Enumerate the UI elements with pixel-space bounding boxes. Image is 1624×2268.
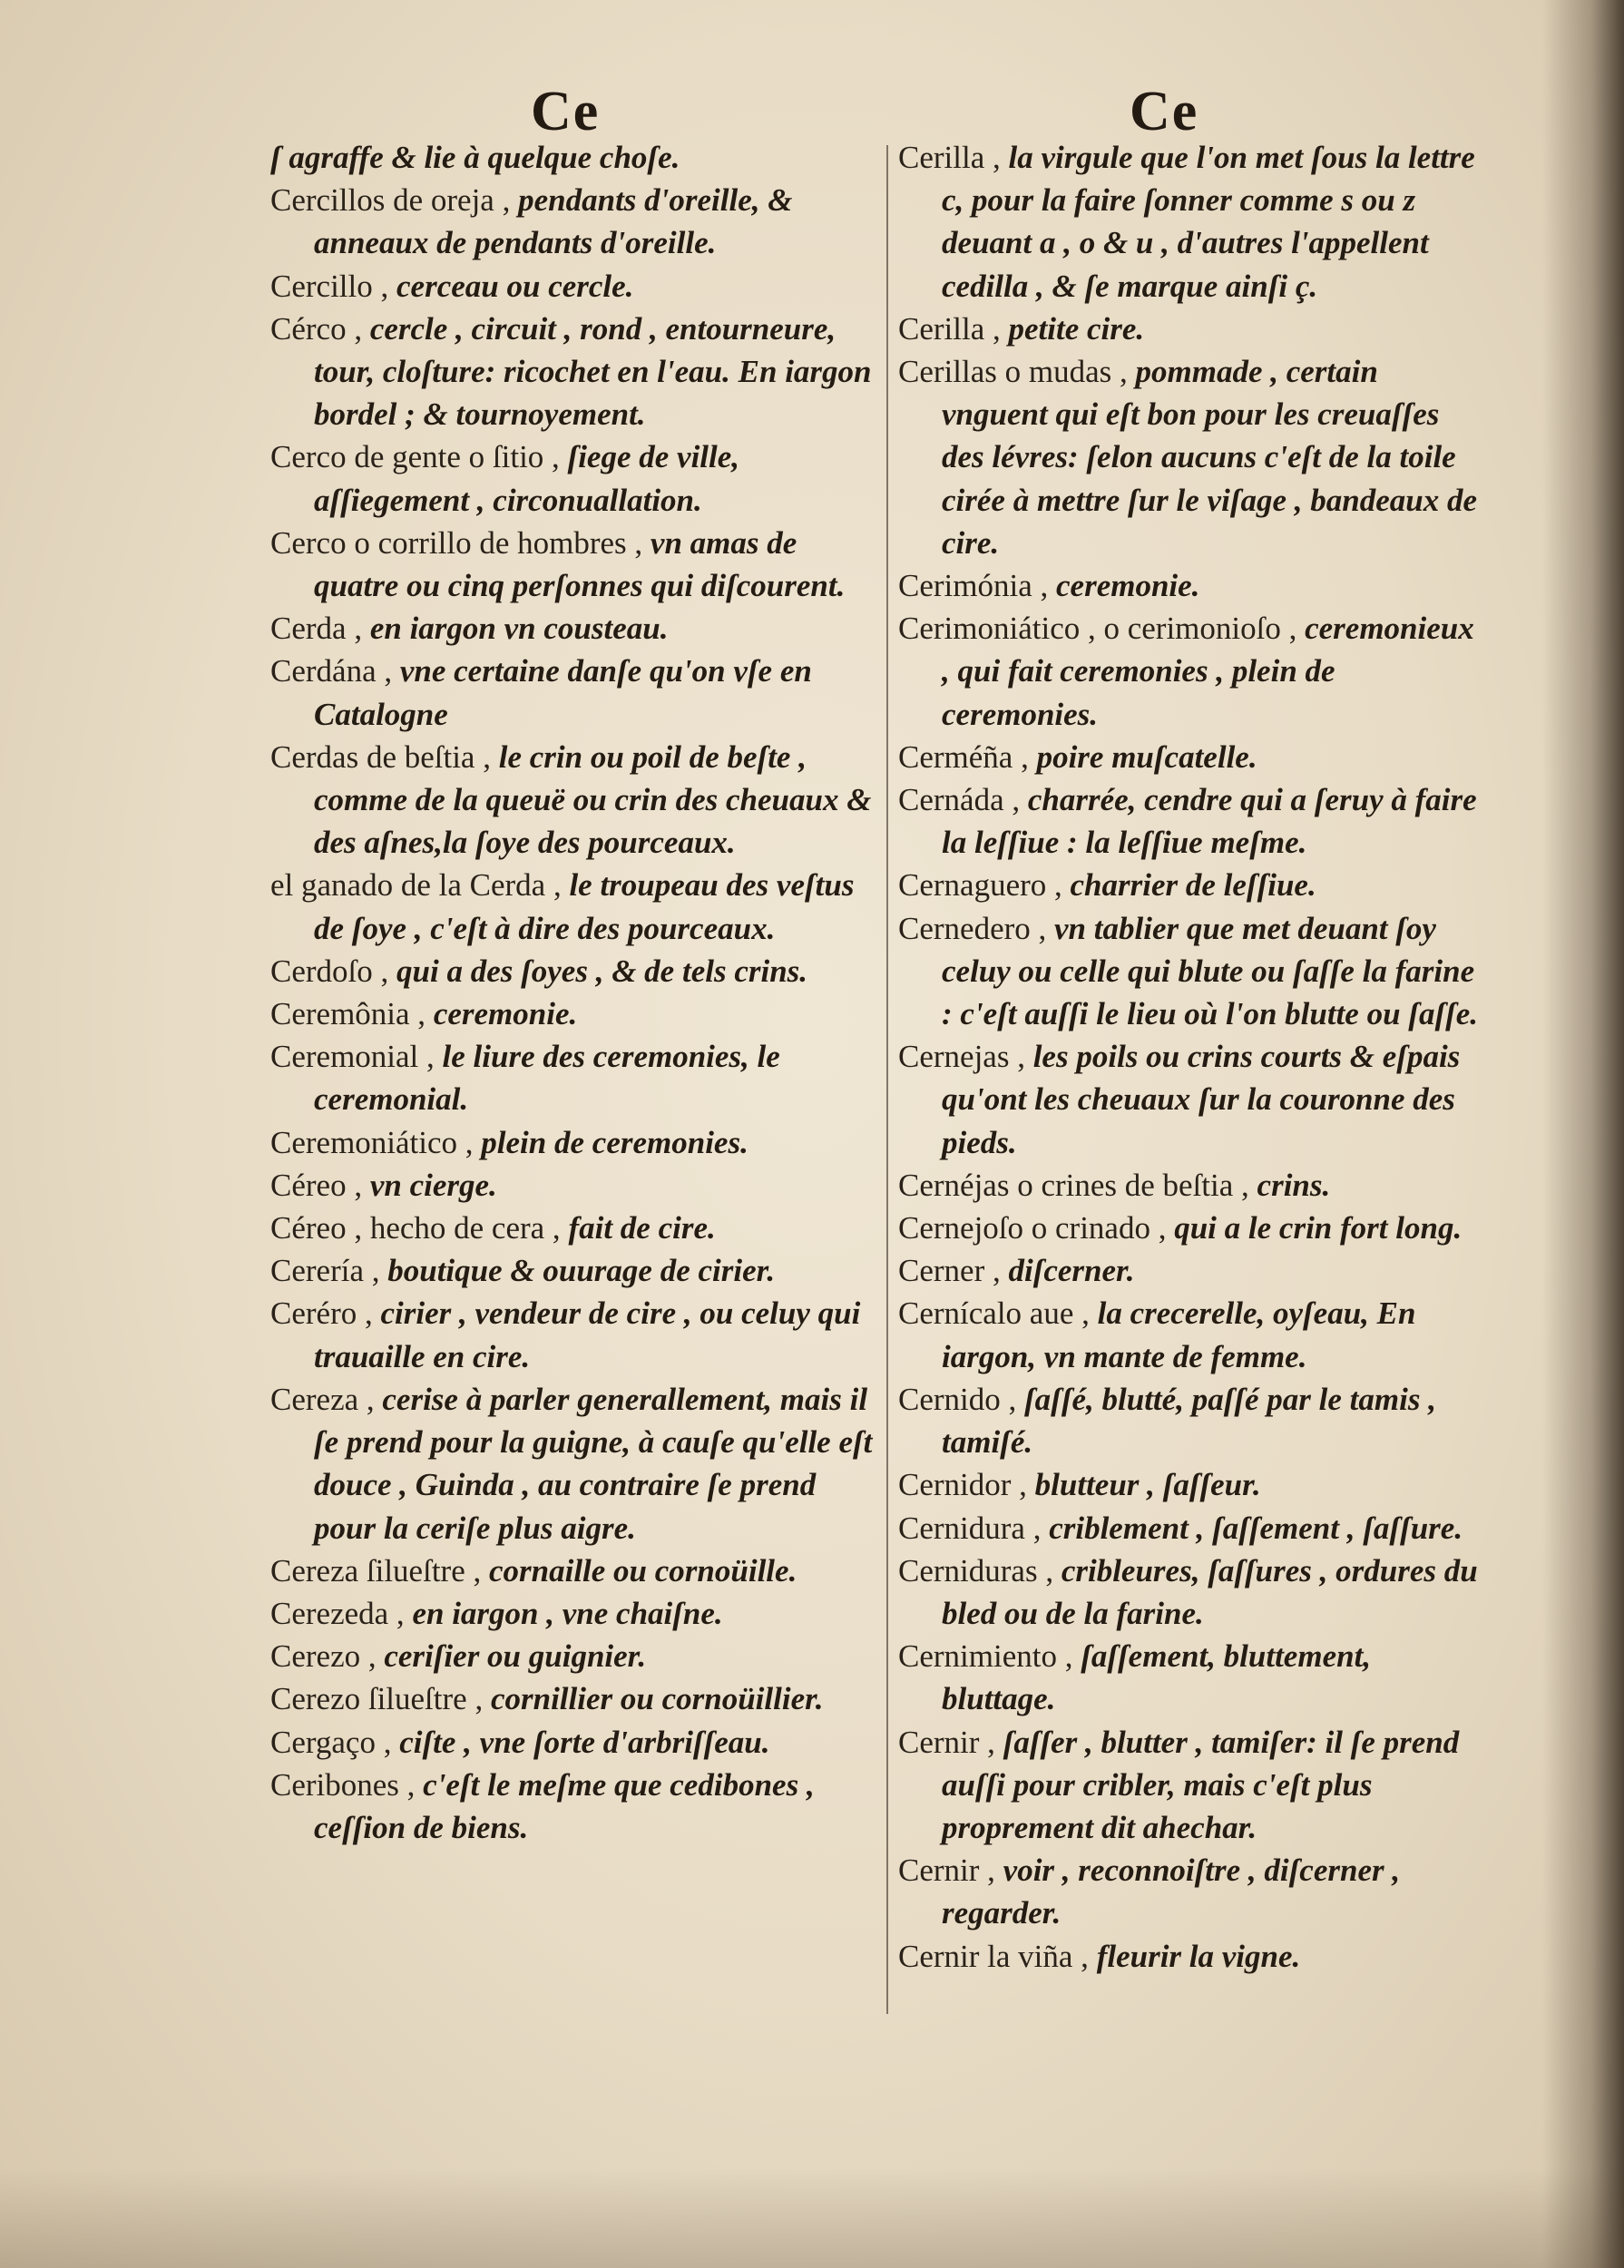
entry-gloss: cornaille ou cornoüille. xyxy=(488,1552,797,1589)
entry-gloss: ceremonie. xyxy=(1056,568,1200,604)
entry-gloss: ſaſſé, blutté, paſſé par le tamis , tamiſé. xyxy=(942,1381,1436,1461)
entry-gloss: le crin ou poil de beſte , comme de la queuë ou crin des cheuaux & des aſnes,la ſoye des pourceaux. xyxy=(314,738,872,861)
entry-headword: Cercillo , xyxy=(270,268,396,304)
entry-headword: Cerdána , xyxy=(270,653,400,689)
dictionary-entry xyxy=(270,1549,878,1592)
dictionary-entry xyxy=(270,265,878,308)
entry-headword: Cernir la viña , xyxy=(898,1938,1097,1974)
entry-headword: Cernidura , xyxy=(898,1510,1050,1546)
entry-headword: Cerimónia , xyxy=(898,568,1056,604)
entry-headword: Cerda , xyxy=(270,611,370,647)
entry-headword: Ceribones , xyxy=(270,1766,424,1803)
dictionary-entry xyxy=(898,1935,1479,1978)
dictionary-entry xyxy=(270,950,878,992)
dictionary-entry xyxy=(898,736,1479,778)
entry-gloss: diſcerner. xyxy=(1008,1253,1135,1289)
dictionary-entry xyxy=(898,864,1479,906)
entry-gloss: boutique & ouurage de cirier. xyxy=(387,1253,776,1289)
entry-headword: Cernido , xyxy=(898,1381,1025,1417)
entry-headword: Céreo , xyxy=(270,1167,370,1203)
dictionary-entry xyxy=(270,1035,878,1120)
entry-gloss: le troupeau des veſtus de ſoye , c'eſt à dire des pourceaux. xyxy=(314,867,855,946)
entry-gloss: plein de ceremonies. xyxy=(481,1124,748,1160)
dictionary-entry xyxy=(270,435,878,521)
column-divider xyxy=(886,145,888,2014)
entry-headword: Ceremônia , xyxy=(270,996,434,1032)
left-column xyxy=(270,136,878,1849)
entry-headword: Cereza , xyxy=(270,1381,383,1417)
dictionary-entry xyxy=(898,1164,1479,1207)
entry-gloss: en iargon , vne chaiſne. xyxy=(412,1595,723,1631)
entry-gloss: fleurir la vigne. xyxy=(1096,1938,1301,1974)
dictionary-entry xyxy=(898,1549,1479,1635)
entry-headword: Ceréro , xyxy=(270,1295,381,1332)
entry-gloss: la crecerelle, oyſeau, En iargon, vn mante de femme. xyxy=(942,1295,1416,1374)
entry-gloss: poire muſcatelle. xyxy=(1036,738,1257,775)
entry-gloss: criblement , ſaſſement , ſaſſure. xyxy=(1049,1510,1463,1546)
page-bottom-shade xyxy=(0,2168,1624,2268)
dictionary-entry xyxy=(270,864,878,949)
entry-gloss: ciſte , vne ſorte d'arbriſſeau. xyxy=(399,1724,770,1760)
entry-headword: Cerillas o mudas , xyxy=(898,354,1136,390)
dictionary-entry xyxy=(898,1721,1479,1850)
dictionary-entry xyxy=(898,1035,1479,1164)
entry-gloss: ceremonie. xyxy=(433,996,578,1032)
dictionary-entry xyxy=(898,350,1479,564)
entry-gloss: qui a des ſoyes , & de tels crins. xyxy=(396,953,808,989)
entry-gloss: ceremonieux , qui fait ceremonies , plein de ceremonies. xyxy=(942,611,1474,732)
entry-gloss: vne certaine danſe qu'on vſe en Catalogne xyxy=(314,653,812,732)
dictionary-entry xyxy=(270,736,878,865)
entry-headword: Cernir , xyxy=(898,1724,1003,1760)
entry-gloss: ſ agraffe & lie à quelque choſe. xyxy=(270,140,680,175)
entry-gloss: ſiege de ville, aſſiegement , circonuallation. xyxy=(314,439,740,518)
dictionary-entry xyxy=(270,1207,878,1249)
entry-headword: Cernáda , xyxy=(898,782,1028,818)
dictionary-entry xyxy=(898,564,1479,607)
dictionary-entry xyxy=(270,992,878,1035)
dictionary-entry xyxy=(270,136,878,179)
dictionary-entry xyxy=(270,1721,878,1764)
entry-headword: Cernejoſo o crinado , xyxy=(898,1210,1175,1246)
entry-headword: Cernejas , xyxy=(898,1039,1033,1075)
entry-gloss: voir , reconnoiſtre , diſcerner , regarder. xyxy=(942,1853,1401,1931)
dictionary-entry xyxy=(898,1507,1479,1549)
entry-headword: Cerco de gente o ſitio , xyxy=(270,439,568,475)
dictionary-entry xyxy=(898,1463,1479,1506)
dictionary-entry xyxy=(270,1635,878,1677)
entry-headword: Cerimoniático , o cerimonioſo , xyxy=(898,611,1306,647)
entry-headword: Cerería , xyxy=(270,1253,388,1289)
dictionary-entry xyxy=(898,1292,1479,1377)
entry-gloss: ſaſſer , blutter , tamiſer: il ſe prend auſſi pour cribler, mais c'eſt plus proprement dit ahechar. xyxy=(942,1724,1460,1845)
entry-headword: Cerco o corrillo de hombres , xyxy=(270,524,651,561)
page-header-left: Ce xyxy=(531,81,601,142)
entry-headword: Cerezeda , xyxy=(270,1595,413,1631)
dictionary-entry xyxy=(898,907,1479,1036)
entry-headword: Cerezo , xyxy=(270,1638,385,1675)
entry-gloss: pendants d'oreille, & anneaux de pendants d'oreille. xyxy=(314,182,793,261)
entry-headword: Cergaço , xyxy=(270,1724,400,1760)
entry-headword: Cerner , xyxy=(898,1253,1009,1289)
dictionary-entry xyxy=(898,1378,1479,1463)
dictionary-entry xyxy=(270,1121,878,1164)
entry-gloss: cornillier ou cornoüillier. xyxy=(490,1681,824,1717)
entry-headword: Céreo , hecho de cera , xyxy=(270,1210,569,1246)
entry-headword: Cernedero , xyxy=(898,910,1055,946)
entry-gloss: charrée, cendre qui a ſeruy à faire la leſſiue : la leſſiue meſme. xyxy=(942,782,1477,861)
entry-headword: Cernaguero , xyxy=(898,867,1071,904)
entry-gloss: les poils ou crins courts & eſpais qu'ont les cheuaux ſur la couronne des pieds. xyxy=(942,1039,1461,1160)
binding-shadow xyxy=(1542,0,1624,2268)
dictionary-entry xyxy=(270,650,878,735)
dictionary-entry xyxy=(898,1207,1479,1249)
dictionary-entry xyxy=(270,1378,878,1549)
entry-gloss: cirier , vendeur de cire , ou celuy qui trauaille en cire. xyxy=(314,1295,861,1374)
dictionary-entry xyxy=(270,522,878,607)
dictionary-entry xyxy=(898,607,1479,736)
entry-headword: Ceremonial , xyxy=(270,1039,443,1075)
entry-gloss: ſaſſement, bluttement, bluttage. xyxy=(942,1638,1372,1717)
dictionary-entry xyxy=(898,778,1479,864)
dictionary-entry xyxy=(898,308,1479,350)
entry-headword: Cérco , xyxy=(270,310,370,347)
entry-headword: Cerilla , xyxy=(898,310,1009,347)
entry-headword: Cerilla , xyxy=(898,140,1009,175)
dictionary-entry xyxy=(270,308,878,436)
entry-headword: Cernícalo aue , xyxy=(898,1295,1098,1332)
entry-headword: Cercillos de oreja , xyxy=(270,182,519,219)
entry-headword: Ceremoniático , xyxy=(270,1124,482,1160)
entry-gloss: blutteur , ſaſſeur. xyxy=(1034,1467,1261,1503)
entry-gloss: cribleures, ſaſſures , ordures du bled ou de la farine. xyxy=(942,1552,1478,1631)
entry-gloss: cercle , circuit , rond , entourneure, tour, cloſture: ricochet en l'eau. En iargon bordel ; & tournoyement. xyxy=(314,310,872,433)
dictionary-entry xyxy=(270,1164,878,1207)
dictionary-entry xyxy=(898,1849,1479,1934)
right-column xyxy=(898,136,1479,1978)
entry-gloss: cerise à parler generallement, mais il ſe prend pour la guigne, à cauſe qu'elle eſt douce , Guinda , au contraire ſe prend pour la ceriſe plus aigre. xyxy=(314,1381,873,1546)
entry-gloss: le liure des ceremonies, le ceremonial. xyxy=(314,1039,780,1118)
dictionary-entry xyxy=(270,1249,878,1292)
entry-gloss: fait de cire. xyxy=(568,1210,716,1246)
entry-gloss: petite cire. xyxy=(1008,310,1145,347)
dictionary-entry xyxy=(898,136,1479,308)
dictionary-entry xyxy=(898,1635,1479,1720)
dictionary-entry xyxy=(270,1677,878,1720)
entry-headword: Cerezo ſilueſtre , xyxy=(270,1681,491,1717)
entry-headword: el ganado de la Cerda , xyxy=(270,867,570,904)
dictionary-entry xyxy=(270,1592,878,1635)
entry-gloss: vn amas de quatre ou cinq perſonnes qui diſcourent. xyxy=(314,524,846,604)
entry-headword: Cernir , xyxy=(898,1853,1003,1889)
entry-gloss: qui a le crin fort long. xyxy=(1174,1210,1463,1246)
entry-gloss: pommade , certain vnguent qui eſt bon pour les creuaſſes des lévres: ſelon aucuns c'eſt de la toile cirée à mettre ſur le viſage , bandeaux de cire. xyxy=(942,354,1478,561)
entry-gloss: c'eſt le meſme que cedibones , ceſſion de biens. xyxy=(314,1766,815,1845)
entry-gloss: vn tablier que met deuant ſoy celuy ou celle qui blute ou ſaſſe la farine : c'eſt auſſi le lieu où l'on blutte ou ſaſſe. xyxy=(942,910,1479,1032)
dictionary-entry xyxy=(270,607,878,650)
page-header-right: Ce xyxy=(1130,81,1199,142)
entry-gloss: charrier de leſſiue. xyxy=(1070,867,1316,904)
entry-gloss: en iargon vn cousteau. xyxy=(369,611,669,647)
entry-headword: Cernidor , xyxy=(898,1467,1035,1503)
entry-headword: Cerdoſo , xyxy=(270,953,397,989)
entry-headword: Cereza ſilueſtre , xyxy=(270,1552,489,1589)
entry-gloss: crins. xyxy=(1257,1167,1331,1203)
dictionary-entry xyxy=(898,1249,1479,1292)
entry-headword: Cerdas de beſtia , xyxy=(270,738,499,775)
entry-gloss: ceriſier ou guignier. xyxy=(384,1638,647,1675)
entry-gloss: la virgule que l'on met ſous la lettre c, pour la faire ſonner comme s ou z deuant a , o & u , d'autres l'appellent cedilla , & ſe marque ainſi ç. xyxy=(942,140,1475,304)
dictionary-entry xyxy=(270,1764,878,1849)
entry-headword: Cerméña , xyxy=(898,738,1037,775)
entry-headword: Cernéjas o crines de beſtia , xyxy=(898,1167,1257,1203)
entry-headword: Cernimiento , xyxy=(898,1638,1081,1675)
entry-gloss: cerceau ou cercle. xyxy=(396,268,634,304)
dictionary-entry xyxy=(270,179,878,264)
dictionary-entry xyxy=(270,1292,878,1377)
entry-gloss: vn cierge. xyxy=(369,1167,497,1203)
entry-headword: Cerniduras , xyxy=(898,1552,1061,1589)
